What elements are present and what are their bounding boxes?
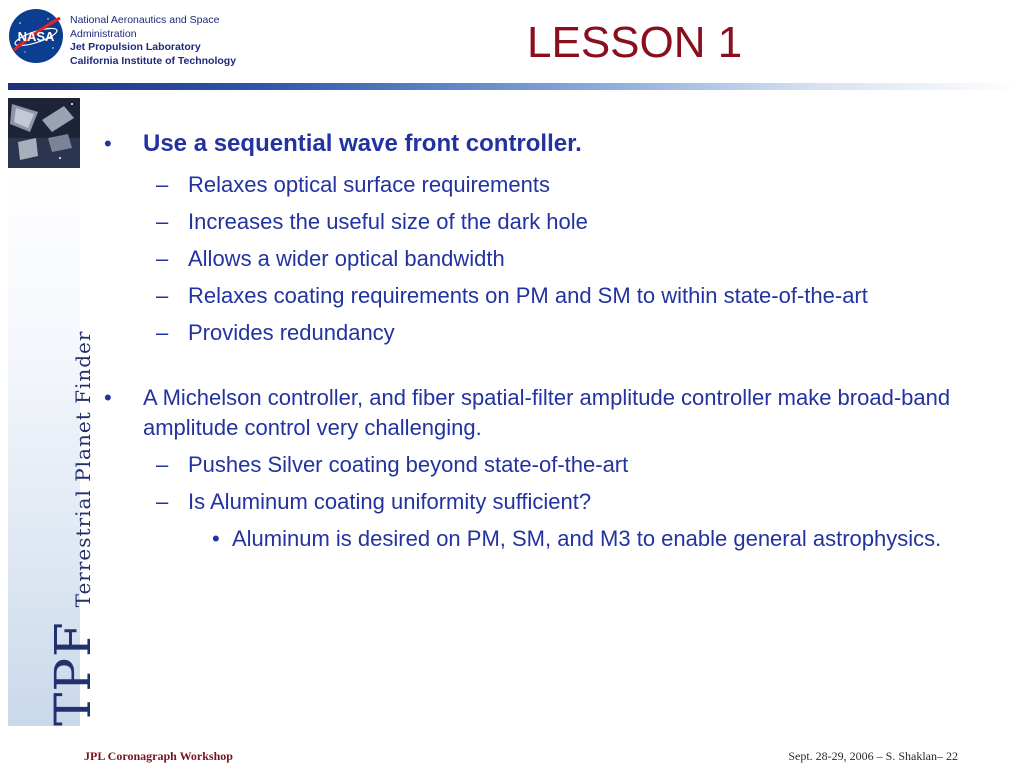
org-line-1: National Aeronautics and Space — [70, 14, 220, 26]
bullet-2-sub-2-sub-1: • Aluminum is desired on PM, SM, and M3 to enable general astrophysics. — [104, 524, 984, 554]
nasa-logo — [8, 8, 64, 64]
tpf-vertical-branding — [44, 331, 102, 726]
bullet-1-sub-1: – Relaxes optical surface requirements — [104, 170, 984, 200]
bullet-2: • A Michelson controller, and fiber spatial-filter amplitude controller make broad-band amplitude control very challenging. — [104, 383, 984, 443]
organization-block — [70, 14, 236, 68]
org-line-2: Administration — [70, 27, 137, 40]
spacer — [104, 348, 984, 383]
footer-date-author-page: Sept. 28-29, 2006 – S. Shaklan– 22 — [788, 749, 958, 763]
bullet-1-sub-3: – Allows a wider optical bandwidth — [104, 244, 984, 274]
slide-body — [104, 125, 984, 554]
footer-workshop: JPL Coronagraph Workshop — [84, 749, 233, 763]
bullet-1: • Use a sequential wave front controller. — [104, 125, 984, 163]
tpf-name: Terrestrial Planet Finder — [71, 330, 95, 608]
bullet-1-sub-2: – Increases the useful size of the dark hole — [104, 207, 984, 237]
tpf-acronym: TPF — [44, 621, 102, 726]
bullet-1-sub-4: – Relaxes coating requirements on PM and SM to within state-of-the-art — [104, 281, 984, 311]
bullet-1-sub-5: – Provides redundancy — [104, 318, 984, 348]
nasa-logo-text: NASA — [17, 29, 55, 44]
bullet-2-sub-2: – Is Aluminum coating uniformity sufficient? — [104, 487, 984, 517]
org-line-4: California Institute of Technology — [70, 54, 237, 67]
header-gradient-rule — [8, 83, 1020, 90]
telescope-photo — [8, 98, 80, 168]
bullet-2-sub-1: – Pushes Silver coating beyond state-of-the-art — [104, 450, 984, 480]
org-line-3: Jet Propulsion Laboratory — [70, 41, 201, 53]
slide-title: LESSON 1 — [527, 18, 743, 67]
